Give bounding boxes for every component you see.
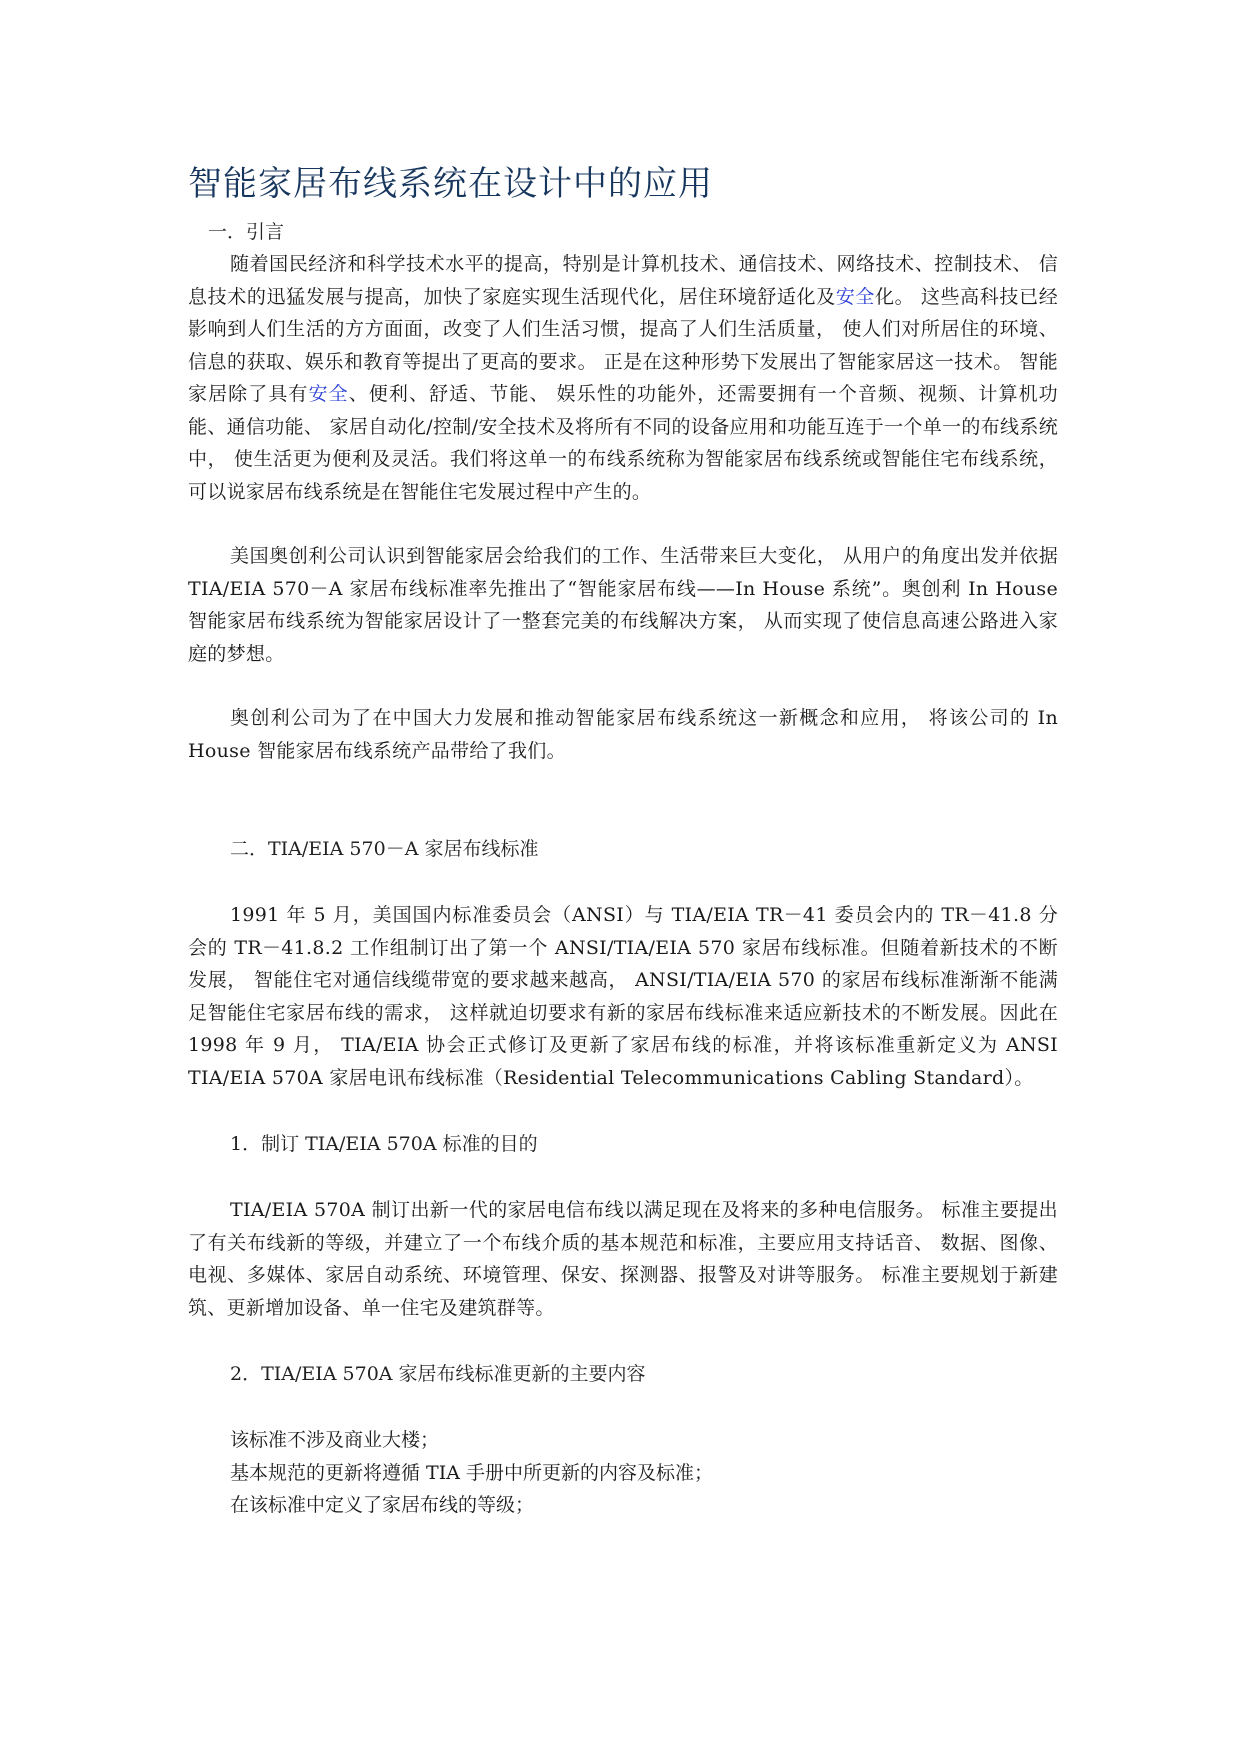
intro-text-a: 随着国民经济和科学技术水平的提高，特别是计算机技术、通信技术、网络技术、控制技术、 信息技术的迅猛发展与提高，加快了家庭实现生活现代化，居住环境舒适化及 xyxy=(188,253,1058,308)
intro-paragraph-2: 美国奥创利公司认识到智能家居会给我们的工作、生活带来巨大变化， 从用户的角度出发并依据 TIA/EIA 570－A 家居布线标准率先推出了“智能家居布线——In House 系统”。奥创利 In House 智能家居布线系统为智能家居设计了一整套完美的布线解决方案， 从而实现了使信息高速公路进入家庭的梦想。 xyxy=(188,545,1058,665)
spacer xyxy=(188,767,1058,833)
updates-list xyxy=(188,1424,1058,1522)
safety-link-1[interactable]: 安全 xyxy=(835,285,875,308)
section-heading-standard: 二．TIA/EIA 570－A 家居布线标准 xyxy=(230,838,539,860)
spacer xyxy=(188,1324,1058,1358)
subheading-updates: 2．TIA/EIA 570A 家居布线标准更新的主要内容 xyxy=(230,1363,646,1385)
document-page xyxy=(188,160,1058,1522)
section-heading-intro: 一．引言 xyxy=(208,221,285,243)
intro-paragraph-3: 奥创利公司为了在中国大力发展和推动智能家居布线系统这一新概念和应用， 将该公司的 In House 智能家居布线系统产品带给了我们。 xyxy=(188,707,1058,762)
spacer xyxy=(188,1160,1058,1194)
purpose-paragraph: TIA/EIA 570A 制订出新一代的家居电信布线以满足现在及将来的多种电信服务。 标准主要提出了有关布线新的等级，并建立了一个布线介质的基本规范和标准，主要应用支持话音、 数据、图像、电视、多媒体、家居自动系统、环境管理、保安、探测器、报警及对讲等服务。 标准主要规划于新建筑、更新增加设备、单一住宅及建筑群等。 xyxy=(188,1199,1058,1319)
intro-paragraph-1 xyxy=(188,248,1058,508)
spacer xyxy=(188,508,1058,540)
document-title: 智能家居布线系统在设计中的应用 xyxy=(188,164,713,204)
spacer xyxy=(188,1094,1058,1128)
intro-text-c: 、便利、舒适、节能、 娱乐性的功能外，还需要拥有一个音频、视频、计算机功能、通信功能、 家居自动化/控制/安全技术及将所有不同的设备应用和功能互连于一个单一的布线系统中， 使生活更为便利及灵活。我们将这单一的布线系统称为智能家居布线系统或智能住宅布线系统， 可以说家居布线系统是在智能住宅发展过程中产生的。 xyxy=(188,383,1058,503)
list-item: 该标准不涉及商业大楼； xyxy=(230,1429,440,1451)
safety-link-2[interactable]: 安全 xyxy=(308,383,349,405)
intro-text-b: 化。 这些高科技已经影响到人们生活的方方面面，改变了人们生活习惯，提高了人们生活质量， 使人们对所居住的环境、信息的获取、娱乐和教育等提出了更高的要求。 正是在这种形势下发展出了智能家居这一技术。 智能家居除了具有 xyxy=(188,285,1058,405)
subheading-purpose: 1．制订 TIA/EIA 570A 标准的目的 xyxy=(230,1133,538,1155)
list-item: 基本规范的更新将遵循 TIA 手册中所更新的内容及标准； xyxy=(230,1461,713,1484)
spacer xyxy=(188,670,1058,702)
spacer xyxy=(188,1390,1058,1424)
standard-paragraph-1: 1991 年 5 月，美国国内标准委员会（ANSI）与 TIA/EIA TR－41 委员会内的 TR－41.8 分会的 TR－41.8.2 工作组制订出了第一个 ANSI/TIA/EIA 570 家居布线标准。但随着新技术的不断发展， 智能住宅对通信线缆带宽的要求越来越高， ANSI/TIA/EIA 570 的家居布线标准渐渐不能满足智能住宅家居布线的需求， 这样就迫切要求有新的家居布线标准来适应新技术的不断发展。因此在 1998 年 9 月， TIA/EIA 协会正式修订及更新了家居布线的标准，并将该标准重新定义为 ANSI TIA/EIA 570A 家居电讯布线标准（Residential Telecommunications Cabling Standard）。 xyxy=(188,904,1058,1089)
spacer xyxy=(188,865,1058,899)
list-item: 在该标准中定义了家居布线的等级； xyxy=(230,1494,535,1516)
